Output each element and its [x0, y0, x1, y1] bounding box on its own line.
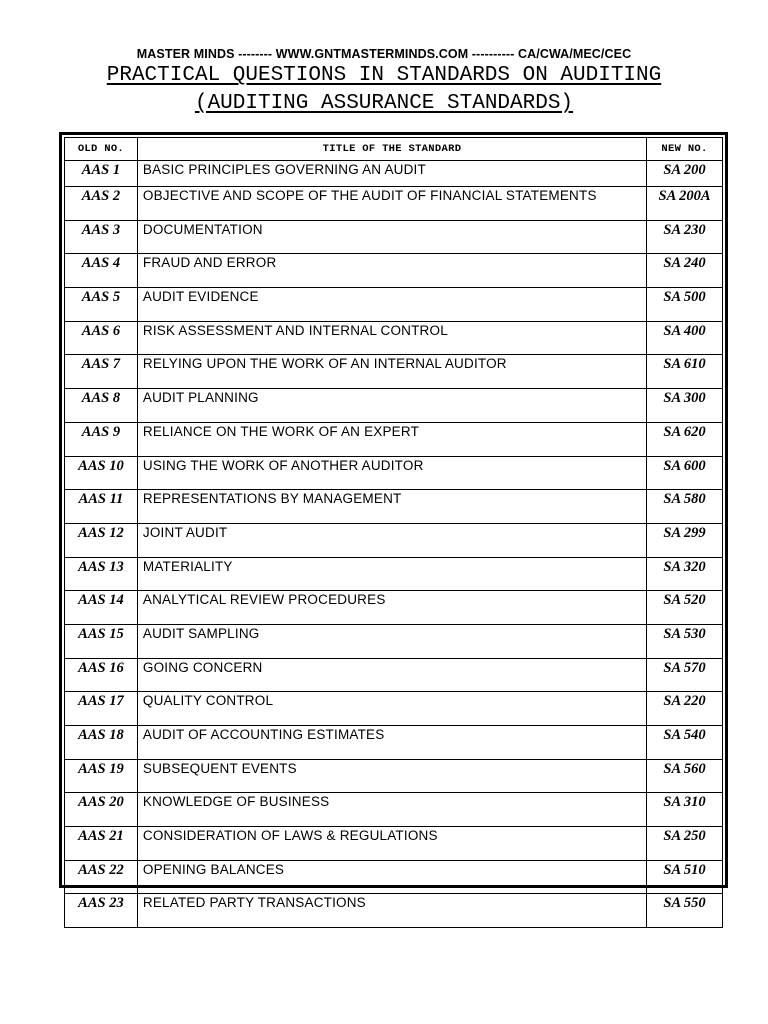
old-no-cell: AAS 16: [65, 658, 138, 692]
new-no-cell: SA 550: [647, 894, 723, 928]
table-row: [65, 591, 723, 625]
new-no-cell: SA 310: [647, 793, 723, 827]
old-no-cell: AAS 2: [65, 187, 138, 221]
new-no-cell: SA 500: [647, 288, 723, 322]
new-no-cell: SA 200: [647, 161, 723, 187]
title-cell: RELYING UPON THE WORK OF AN INTERNAL AUDITOR: [137, 355, 646, 389]
page-subtitle: [0, 92, 768, 116]
old-no-cell: AAS 15: [65, 624, 138, 658]
table-row: [65, 894, 723, 928]
old-no-cell: AAS 8: [65, 389, 138, 423]
table-row: [65, 321, 723, 355]
header-line: MASTER MINDS -------- WWW.GNTMASTERMINDS.COM ---------- CA/CWA/MEC/CEC: [136, 47, 632, 61]
table-row: [65, 389, 723, 423]
title-cell: RELATED PARTY TRANSACTIONS: [137, 894, 646, 928]
table-row: [65, 860, 723, 894]
table-row: [65, 254, 723, 288]
title-cell: AUDIT EVIDENCE: [137, 288, 646, 322]
old-no-cell: AAS 9: [65, 422, 138, 456]
title-cell: KNOWLEDGE OF BUSINESS: [137, 793, 646, 827]
old-no-cell: AAS 17: [65, 692, 138, 726]
new-no-cell: SA 600: [647, 456, 723, 490]
table-row: [65, 355, 723, 389]
old-no-cell: AAS 19: [65, 759, 138, 793]
new-no-cell: SA 220: [647, 692, 723, 726]
table-row: [65, 827, 723, 861]
old-no-cell: AAS 1: [65, 161, 138, 187]
page-subtitle-text: (AUDITING ASSURANCE STANDARDS): [194, 92, 574, 115]
title-cell: SUBSEQUENT EVENTS: [137, 759, 646, 793]
old-no-cell: AAS 3: [65, 220, 138, 254]
new-no-cell: SA 230: [647, 220, 723, 254]
title-cell: RISK ASSESSMENT AND INTERNAL CONTROL: [137, 321, 646, 355]
table-row: [65, 456, 723, 490]
old-no-cell: AAS 13: [65, 557, 138, 591]
new-no-cell: SA 610: [647, 355, 723, 389]
new-no-cell: SA 580: [647, 490, 723, 524]
old-no-cell: AAS 22: [65, 860, 138, 894]
old-no-cell: AAS 10: [65, 456, 138, 490]
title-cell: AUDIT PLANNING: [137, 389, 646, 423]
old-no-cell: AAS 14: [65, 591, 138, 625]
title-cell: FRAUD AND ERROR: [137, 254, 646, 288]
title-cell: USING THE WORK OF ANOTHER AUDITOR: [137, 456, 646, 490]
title-cell: ANALYTICAL REVIEW PROCEDURES: [137, 591, 646, 625]
new-no-cell: SA 200A: [647, 187, 723, 221]
old-no-cell: AAS 11: [65, 490, 138, 524]
new-no-cell: SA 520: [647, 591, 723, 625]
table-row: [65, 422, 723, 456]
old-no-cell: AAS 7: [65, 355, 138, 389]
new-no-cell: SA 540: [647, 726, 723, 760]
title-cell: MATERIALITY: [137, 557, 646, 591]
old-no-cell: AAS 21: [65, 827, 138, 861]
new-no-cell: SA 530: [647, 624, 723, 658]
title-cell: REPRESENTATIONS BY MANAGEMENT: [137, 490, 646, 524]
new-no-cell: SA 400: [647, 321, 723, 355]
old-no-cell: AAS 5: [65, 288, 138, 322]
old-no-cell: AAS 4: [65, 254, 138, 288]
new-no-cell: SA 570: [647, 658, 723, 692]
standards-table-frame: [59, 132, 728, 912]
column-header-new-no: NEW NO.: [647, 138, 723, 161]
title-cell: GOING CONCERN: [137, 658, 646, 692]
old-no-cell: AAS 23: [65, 894, 138, 928]
title-cell: AUDIT OF ACCOUNTING ESTIMATES: [137, 726, 646, 760]
table-row: [65, 624, 723, 658]
title-cell: DOCUMENTATION: [137, 220, 646, 254]
page-title: [0, 64, 768, 88]
table-header-row: [65, 138, 723, 161]
table-row: [65, 557, 723, 591]
new-no-cell: SA 320: [647, 557, 723, 591]
title-cell: QUALITY CONTROL: [137, 692, 646, 726]
title-cell: OPENING BALANCES: [137, 860, 646, 894]
table-row: [65, 759, 723, 793]
new-no-cell: SA 510: [647, 860, 723, 894]
table-row: [65, 288, 723, 322]
old-no-cell: AAS 12: [65, 523, 138, 557]
title-cell: RELIANCE ON THE WORK OF AN EXPERT: [137, 422, 646, 456]
table-row: [65, 490, 723, 524]
new-no-cell: SA 240: [647, 254, 723, 288]
table-row: [65, 523, 723, 557]
table-row: [65, 161, 723, 187]
column-header-title: TITLE OF THE STANDARD: [137, 138, 646, 161]
old-no-cell: AAS 18: [65, 726, 138, 760]
title-cell: BASIC PRINCIPLES GOVERNING AN AUDIT: [137, 161, 646, 187]
title-cell: CONSIDERATION OF LAWS & REGULATIONS: [137, 827, 646, 861]
table-row: [65, 658, 723, 692]
table-row: [65, 220, 723, 254]
new-no-cell: SA 620: [647, 422, 723, 456]
standards-table: [64, 137, 723, 928]
page-title-text: PRACTICAL QUESTIONS IN STANDARDS ON AUDITING: [106, 64, 662, 87]
title-cell: JOINT AUDIT: [137, 523, 646, 557]
new-no-cell: SA 250: [647, 827, 723, 861]
new-no-cell: SA 300: [647, 389, 723, 423]
new-no-cell: SA 299: [647, 523, 723, 557]
title-cell: AUDIT SAMPLING: [137, 624, 646, 658]
new-no-cell: SA 560: [647, 759, 723, 793]
old-no-cell: AAS 6: [65, 321, 138, 355]
old-no-cell: AAS 20: [65, 793, 138, 827]
column-header-old-no: OLD NO.: [65, 138, 138, 161]
table-row: [65, 793, 723, 827]
table-body: [65, 161, 723, 928]
table-row: [65, 187, 723, 221]
table-row: [65, 726, 723, 760]
table-row: [65, 692, 723, 726]
title-cell: OBJECTIVE AND SCOPE OF THE AUDIT OF FINANCIAL STATEMENTS: [137, 187, 646, 221]
